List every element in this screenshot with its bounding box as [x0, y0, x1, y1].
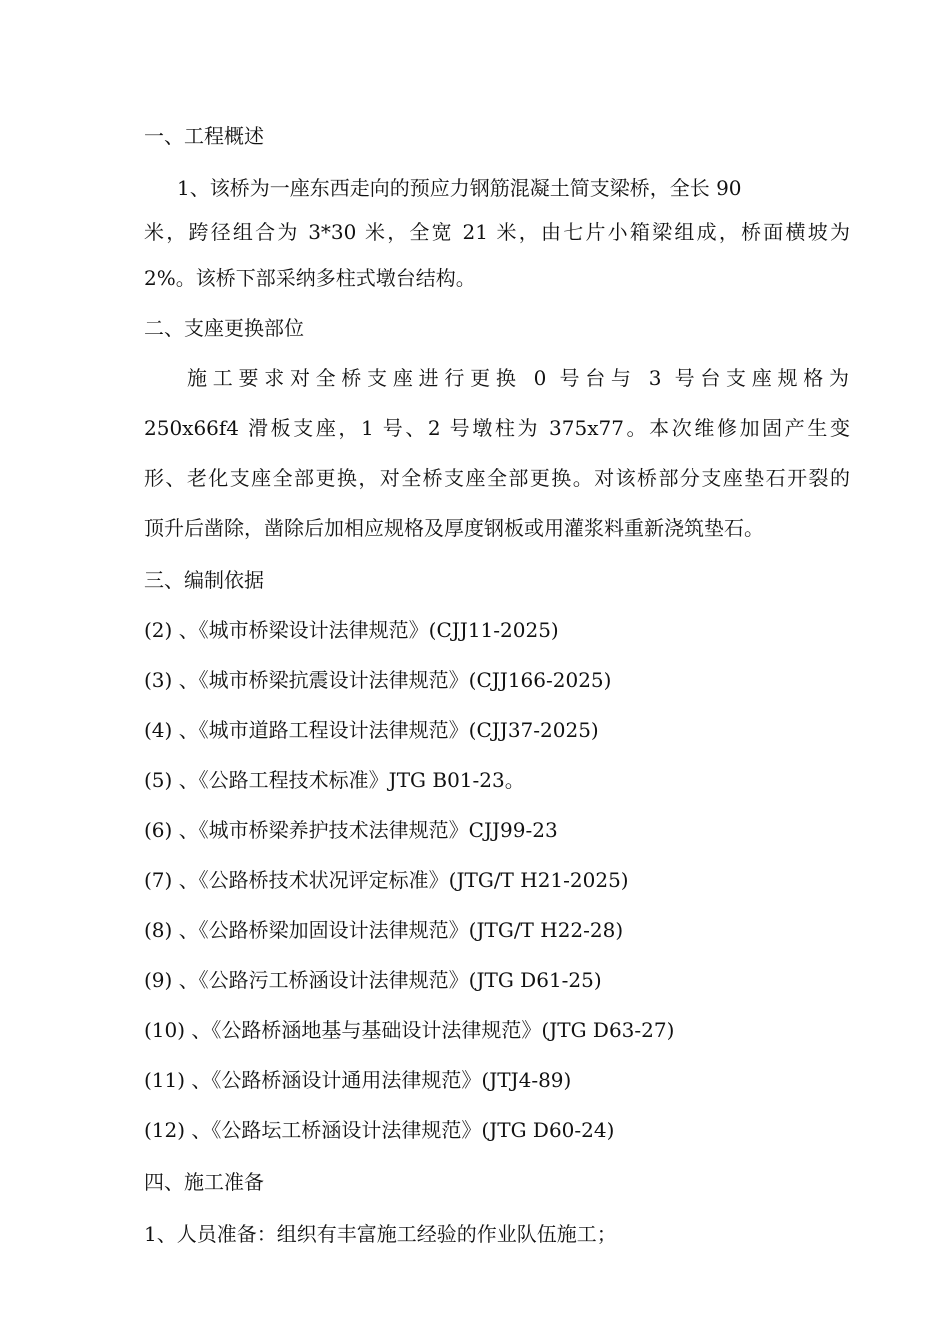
section-heading-bearing-replacement: 二、支座更换部位 — [144, 316, 304, 340]
bearing-line-4: 顶升后凿除，凿除后加相应规格及厚度钢板或用灌浆料重新浇筑垫石。 — [144, 516, 764, 540]
basis-item: (9) 、《公路污工桥涵设计法律规范》(JTG D61-25) — [144, 968, 602, 992]
section-heading-preparation: 四、施工准备 — [144, 1170, 264, 1194]
overview-line-2: 米，跨径组合为 3*30 米，全宽 21 米，由七片小箱梁组成，桥面横坡为 — [144, 220, 850, 244]
basis-item: (7) 、《公路桥技术状况评定标准》(JTG/T H21-2025) — [144, 868, 629, 892]
basis-item: (5) 、《公路工程技术标准》JTG B01-23。 — [144, 768, 525, 792]
section-heading-overview: 一、工程概述 — [144, 124, 264, 148]
section-heading-basis: 三、编制依据 — [144, 568, 264, 592]
basis-item: (2) 、《城市桥梁设计法律规范》(CJJ11-2025) — [144, 618, 559, 642]
bearing-line-1: 施工要求对全桥支座进行更换 0 号台与 3 号台支座规格为 — [187, 366, 850, 390]
basis-item: (8) 、《公路桥梁加固设计法律规范》(JTG/T H22-28) — [144, 918, 624, 942]
preparation-line-1: 1、人员准备：组织有丰富施工经验的作业队伍施工； — [144, 1222, 617, 1246]
basis-item: (10) 、《公路桥涵地基与基础设计法律规范》(JTG D63-27) — [144, 1018, 675, 1042]
bearing-line-3: 形、老化支座全部更换，对全桥支座全部更换。对该桥部分支座垫石开裂的 — [144, 466, 850, 490]
basis-item: (6) 、《城市桥梁养护技术法律规范》CJJ99-23 — [144, 818, 558, 842]
bearing-line-2: 250x66f4 滑板支座，1 号、2 号墩柱为 375x77。本次维修加固产生变 — [144, 416, 850, 440]
basis-item: (3) 、《城市桥梁抗震设计法律规范》(CJJ166-2025) — [144, 668, 612, 692]
basis-item: (11) 、《公路桥涵设计通用法律规范》(JTJ4-89) — [144, 1068, 572, 1092]
basis-item: (4) 、《城市道路工程设计法律规范》(CJJ37-2025) — [144, 718, 599, 742]
overview-line-3: 2%。该桥下部采纳多柱式墩台结构。 — [144, 266, 476, 290]
overview-line-1: 1、该桥为一座东西走向的预应力钢筋混凝土简支梁桥，全长 90 — [177, 176, 742, 200]
basis-item: (12) 、《公路坛工桥涵设计法律规范》(JTG D60-24) — [144, 1118, 615, 1142]
